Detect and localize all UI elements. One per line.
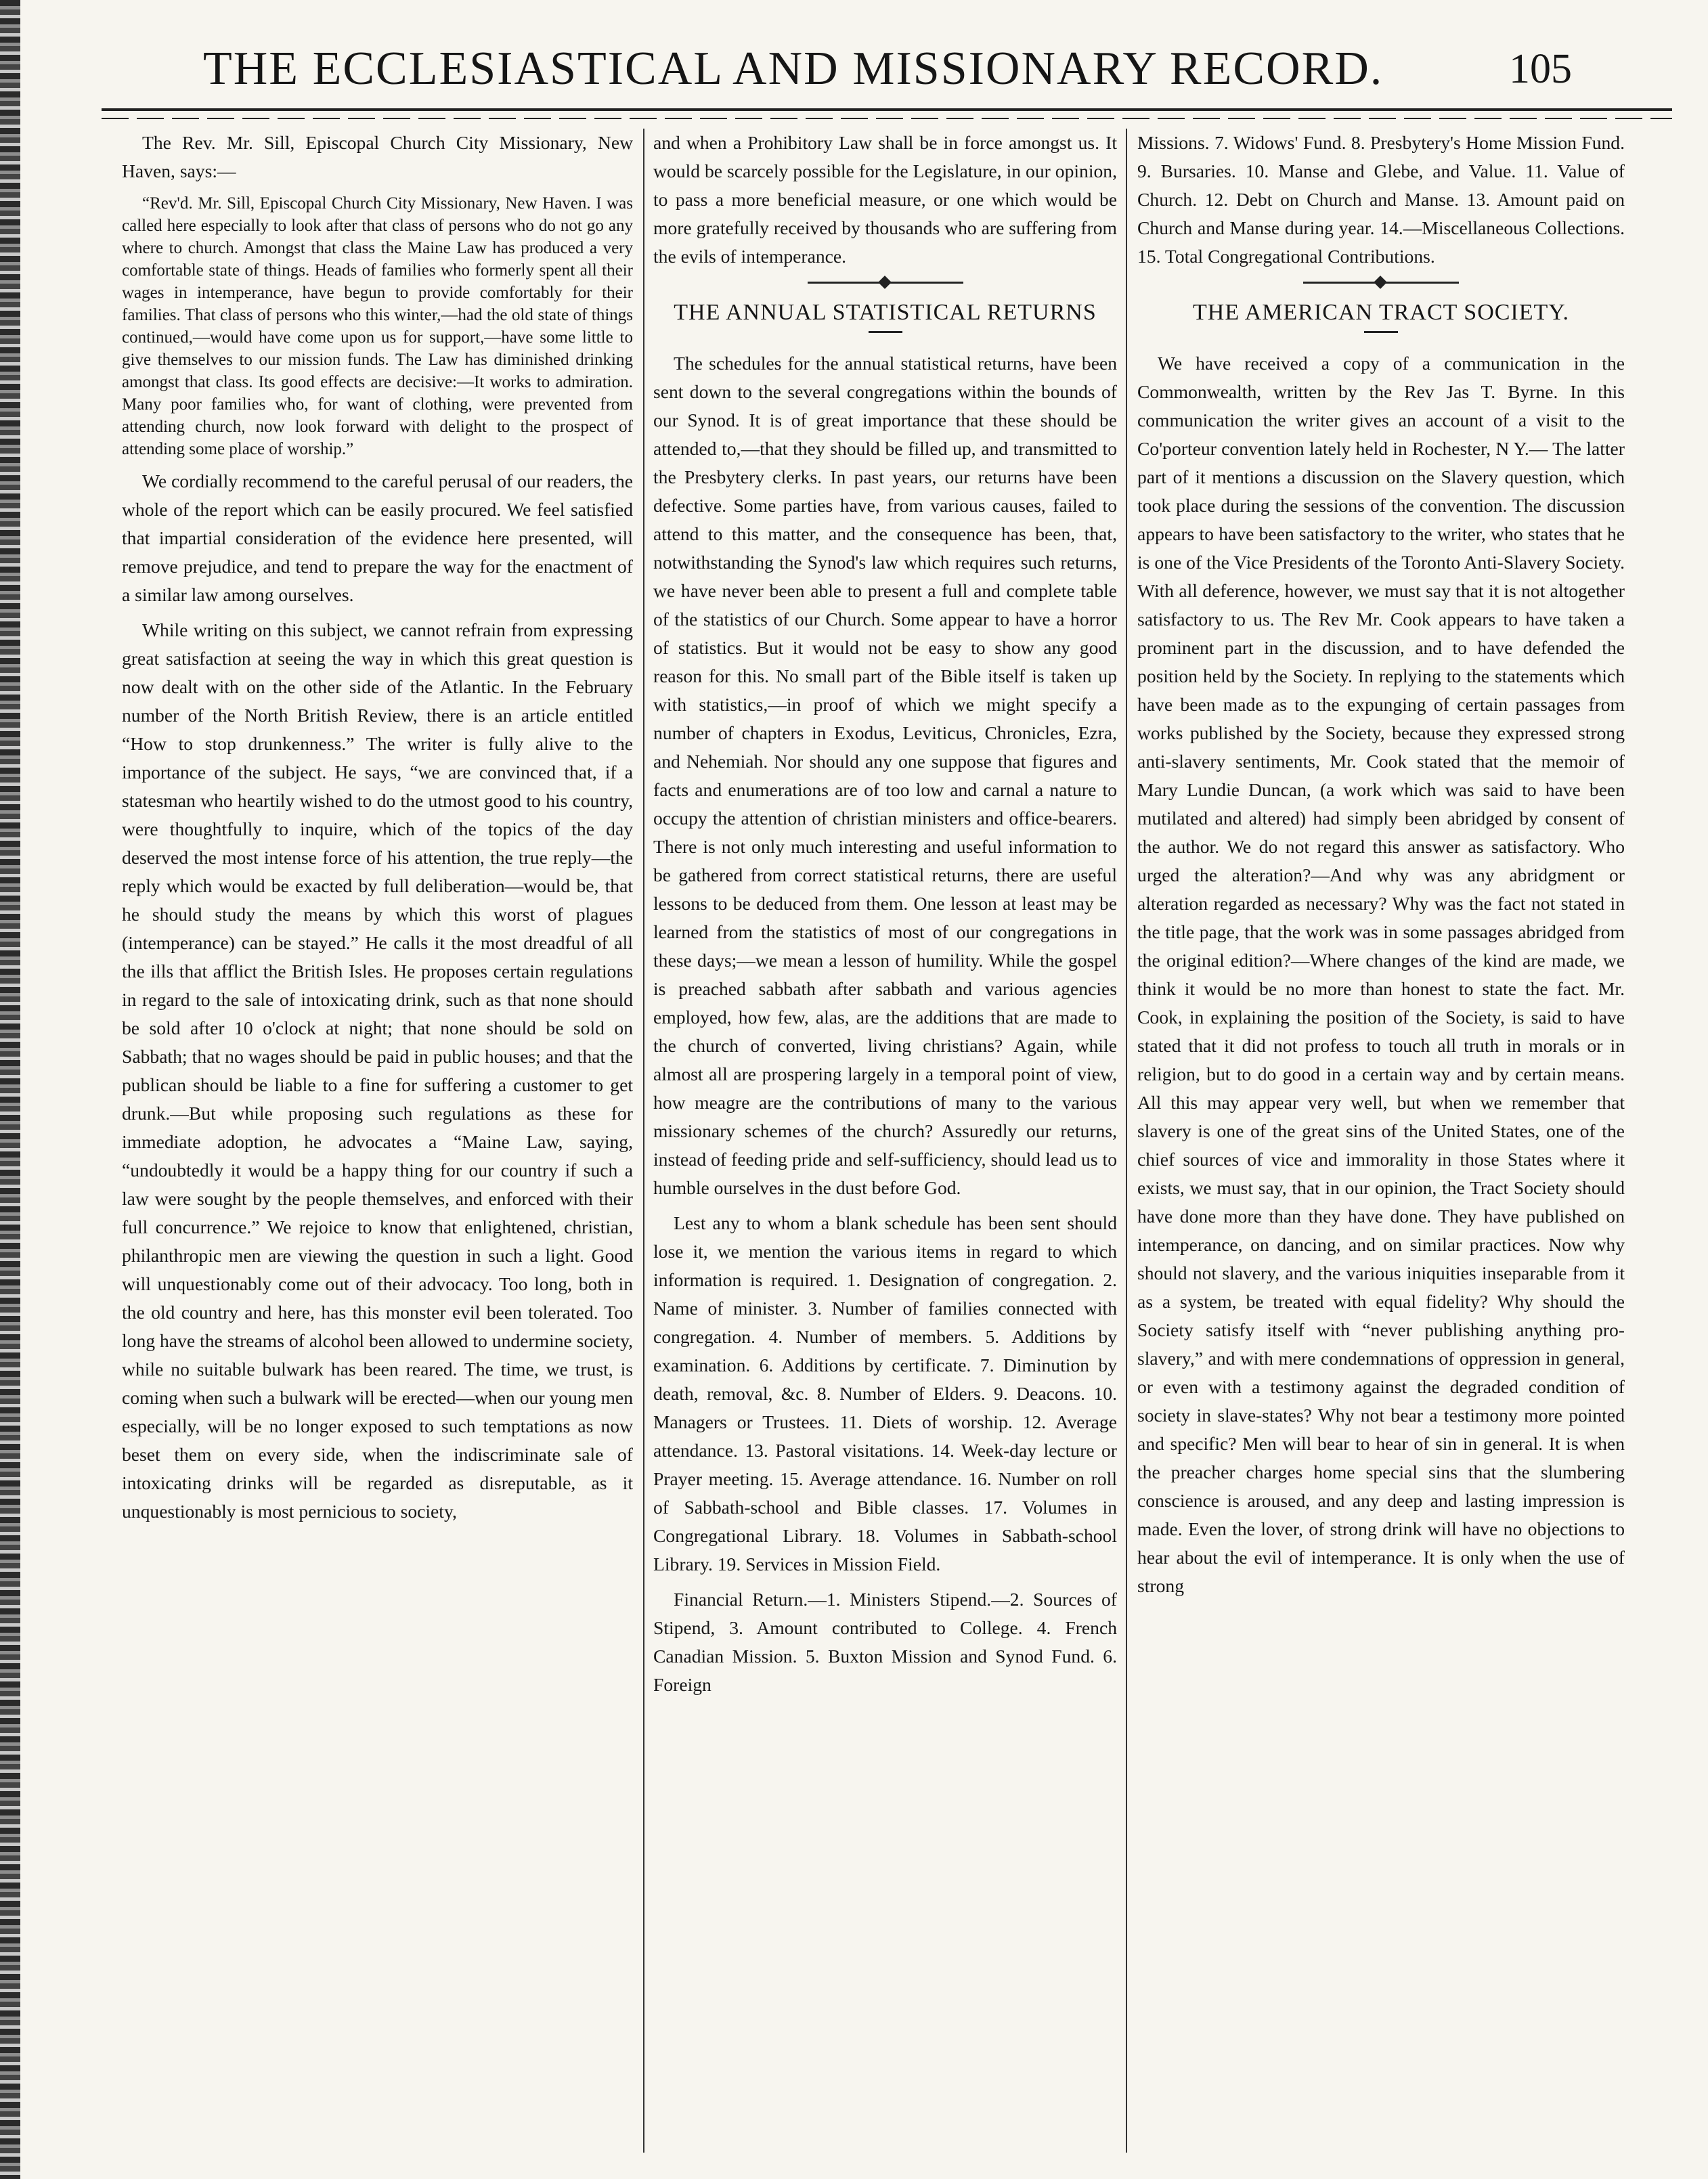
page-header (203, 35, 1584, 103)
paragraph-financial-items: Missions. 7. Widows' Fund. 8. Presbytery's Home Mission Fund. 9. Bursaries. 10. Manse and Glebe, and Value. 11. Value of Church. 12. Debt on Church and Manse. 13. Amount paid on Church and Manse during year. 14.—Miscellaneous Collections. 15. Total Congregational Contributions. (1137, 132, 1625, 267)
column-3 (1137, 129, 1625, 2153)
page-binding-edge (0, 0, 20, 2179)
running-title: THE ECCLESIASTICAL AND MISSIONARY RECORD. (203, 43, 1384, 95)
column-1 (122, 129, 633, 2153)
column-divider-1 (643, 129, 644, 2153)
section-ornament (1303, 282, 1459, 284)
paragraph-tract-society: We have received a copy of a communication in the Commonwealth, written by the Rev Jas T. Byrne. In this communication the writer gives an account of a visit to the Co'porteur convention lately held in Rochester, N Y.— The latter part of it mentions a discussion on the Slavery question, which took place during the sessions of the convention. The discussion appears to have been satisfactory to the writer, who states that he is one of the Vice Presidents of the Toronto Anti-Slavery Society. With all deference, however, we must say that it is not altogether satisfactory to us. The Rev Mr. Cook appears to have taken a prominent part in the discussion, and to have defended the position held by the Society. In replying to the statements which have been made as to the expunging of certain passages from works published by the Society, because they expressed strong anti-slavery sentiments, Mr. Cook stated that the memoir of Mary Lundie Duncan, (a work which was said to have been mutilated and altered) had simply been abridged by consent of the author. We do not regard this answer as satisfactory. Who urged the alteration?—And why was any abridgment or alteration regarded as necessary? Why was the fact not stated in the title page, that the work was in some passages abridged from the original edition?—Where changes of the kind are made, we think it would be no more than honest to state the fact. Mr. Cook, in explaining the position of the Society, is said to have stated that it did not profess to touch all truth in morals or in religion, but to do good in a certain way and by certain means. All this may appear very well, but when we remember that slavery is one of the great sins of the United States, one of the chief sources of vice and immorality in those States where it exists, we must say, that in our opinion, the Tract Society should have done more than they have done. They have published on intemperance, on dancing, and on similar practices. Now why should not slavery, and the various iniquities inseparable from it as a system, be treated with equal fidelity? Why should the Society satisfy itself with “never publishing anything pro-slavery,” and with mere condemnations of oppression in general, or even with a testimony against the degraded condition of society in slave-states? Why not bear a testimony more pointed and specific? Men will bear to hear of sin in general. It is when the preacher charges home special sins that the slumbering conscience is aroused, and any deep and lasting impression is made. Even the lover, of strong drink will have no objections to hear about the evil of intemperance. It is only when the use of strong (1137, 353, 1625, 1596)
heading-statistical-returns: THE ANNUAL STATISTICAL RETURNS (674, 300, 1097, 325)
paragraph-financial-return: Financial Return.—1. Ministers Stipend.—2. Sources of Stipend, 3. Amount contributed to College. 4. French Canadian Mission. 5. Buxton Mission and Synod Fund. 6. Foreign (653, 1589, 1117, 1695)
paragraph-sill-intro: The Rev. Mr. Sill, Episcopal Church City Missionary, New Haven, says:— (122, 132, 633, 181)
header-dashed-rule (102, 118, 1672, 119)
paragraph-recommend: We cordially recommend to the careful perusal of our readers, the whole of the report which can be easily procured. We feel satisfied that impartial consideration of the evidence here presented, will remove prejudice, and tend to prepare the way for the enactment of a similar law among ourselves. (122, 470, 633, 605)
column-2 (653, 129, 1117, 2153)
paragraph-schedules: The schedules for the annual statistical returns, have been sent down to the several congregations within the bounds of our Synod. It is of great importance that these should be attended to,—that they should be filled up, and transmitted to the Presbytery clerks. In past years, our returns have been defective. Some parties have, from various causes, failed to attend to this matter, and the consequence has been, that, notwithstanding the Synod's law which requires such returns, we have never been able to present a full and complete table of the statistics of our Church. Some appear to have a horror of statistics. But it would not be easy to show any good reason for this. No small part of the Bible itself is taken up with statistics,—in proof of which we might specify a number of chapters in Exodus, Leviticus, Chronicles, Ezra, and Nehemiah. Nor should any one suppose that figures and facts and enumerations are of too low and carnal a nature to occupy the attention of christian ministers and office-bearers. There is not only much interesting and useful information to be gathered from correct statistical returns, there are useful lessons to be deduced from them. One lesson at least may be learned from the statistics of most of our congregations in these days;—we mean a lesson of humility. While the gospel is preached sabbath after sabbath and various agencies employed, how few, alas, are the additions that are made to the church of converted, living christians? Again, while almost all are prospering largely in a temporal point of view, how meagre are the contributions of many to the various missionary schemes of the church? Assuredly our returns, instead of feeding pride and self-sufficiency, should lead us to humble ourselves in the dust before God. (653, 353, 1117, 1198)
paragraph-north-british-review: While writing on this subject, we cannot refrain from expressing great satisfaction at seeing the way in which this great question is now dealt with on the other side of the Atlantic. In the February number of the North British Review, there is an article entitled “How to stop drunkenness.” The writer is fully alive to the importance of the subject. He says, “we are convinced that, if a statesman who heartily wished to do the utmost good to his country, were thoughtfully to inquire, which of the topics of the day deserved the most intense force of his attention, the true reply—the reply which would be exacted by full deliberation—would be, that he should study the means by which this worst of plagues (intemperance) can be stayed.” He calls it the most dreadful of all the ills that afflict the British Isles. He proposes certain regulations in regard to the sale of intoxicating drink, such as that none should be sold after 10 o'clock at night; that none should be sold on Sabbath; that no wages should be paid in public houses; and that the publican should be liable to a fine for suffering a customer to get drunk.—But while proposing such regulations as these for immediate adoption, he advocates a “Maine Law, saying, “undoubtedly it would be a happy thing for our country if such a law were sought by the people themselves, and enforced with their full concurrence.” We rejoice to know that enlightened, christian, philanthropic men are viewing the question in such a light. Good will unquestionably come out of their advocacy. Too long, both in the old country and here, has this monster evil been tolerated. Too long have the streams of alcohol been allowed to undermine society, while no suitable bulwark has been reared. The time, we trust, is coming when such a bulwark will be erected—when our young men especially, will be no longer exposed to such temptations as now beset them on every side, when the indiscriminate sale of intoxicating drinks will be regarded as disreputable, as it unquestionably is most pernicious to society, (122, 619, 633, 1522)
header-rule (102, 108, 1672, 111)
heading-dash (1364, 331, 1398, 333)
quote-sill: “Rev'd. Mr. Sill, Episcopal Church City Missionary, New Haven. I was called here especially to look after that class of persons who do not go any where to church. Amongst that class the Maine Law has produced a very comfortable state of things. Heads of families who formerly spent all their wages in intemperance, have begun to provide comfortably for their families. That class of persons who this winter,—had the old state of things continued,—would have come upon us for support,—have some little to give themselves to our mission funds. The Law has diminished drinking amongst that class. Its good effects are decisive:—It works to admiration. Many poor families who, for want of clothing, were prevented from attending church, now look forward with delight to the prospect of attending some place of worship.” (122, 194, 633, 458)
paragraph-schedule-items: Lest any to whom a blank schedule has been sent should lose it, we mention the various items in regard to which information is required. 1. Designation of congregation. 2. Name of minister. 3. Number of families connected with congregation. 4. Number of members. 5. Additions by examination. 6. Additions by certificate. 7. Diminution by death, removal, &c. 8. Number of Elders. 9. Deacons. 10. Managers or Trustees. 11. Diets of worship. 12. Average attendance. 13. Pastoral visitations. 14. Week-day lecture or Prayer meeting. 15. Average attendance. 16. Number on roll of Sabbath-school and Bible classes. 17. Volumes in Congregational Library. 18. Volumes in Sabbath-school Library. 19. Services in Mission Field. (653, 1212, 1117, 1575)
heading-dash (869, 331, 902, 333)
column-divider-2 (1126, 129, 1127, 2153)
heading-american-tract-society: THE AMERICAN TRACT SOCIETY. (1193, 300, 1569, 325)
section-ornament (808, 282, 963, 284)
paragraph-prohibitory-law: and when a Prohibitory Law shall be in force amongst us. It would be scarcely possible for the Legislature, in our opinion, to pass a more beneficial measure, or one which would be more gratefully received by thousands who are suffering from the evils of intemperance. (653, 132, 1117, 267)
page-number: 105 (1509, 45, 1572, 92)
